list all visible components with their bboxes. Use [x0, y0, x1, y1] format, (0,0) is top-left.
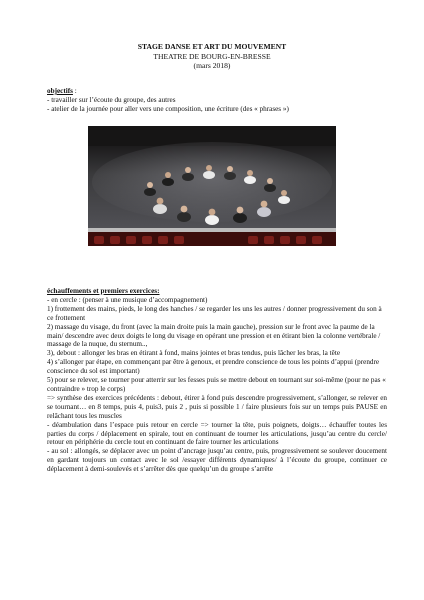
objectifs-title: objectifs [47, 87, 73, 95]
exercise-paragraph: - en cercle : (penser à une musique d’accompagnement) [47, 295, 208, 304]
document-header [0, 42, 424, 71]
exercise-paragraph: 2) massage du visage, du front (avec la main droite puis la main gauche), pression sur le front avec la paume de la main/ descendre avec deux doigts le long du visage en opérant une pression et en étirant bien la colonne vertébrale / massage de la nuque, du sternum.., [47, 322, 381, 349]
exercices-section [47, 287, 387, 474]
document-title: STAGE DANSE ET ART DU MOUVEMENT [137, 42, 287, 51]
workshop-photo [88, 126, 336, 246]
exercise-paragraph: - déambulation dans l’espace puis retour en cercle => tourner la tête, puis poignets, doigts… échauffer toutes les parties du corps / déplacement en spirale, tout en continuant de tourner les articulations, jusqu’au centre du cercle/ retour en périphérie du cercle tout en continuant de faire tourner les articulations [47, 420, 387, 447]
exercise-paragraph: 4) s’allonger par étape, en commençant par être à genoux, et prendre conscience de tous les points d’appui (prendre conscience du sol est important) [47, 358, 380, 376]
exercices-title: échauffements et premiers exercices: [47, 287, 160, 295]
objectifs-title-suffix: : [72, 87, 77, 95]
venue-line: THEATRE DE BOURG-EN-BRESSE [153, 51, 271, 61]
exercise-paragraph: 1) frottement des mains, pieds, le long des hanches / se regarder les uns les autres / donner progressivement du son à ce frottement [47, 304, 382, 322]
exercise-paragraph: 5) pour se relever, se tourner pour atterrir sur les fesses puis se mettre debout en tournant sur soi-même (pour ne pas « contraindre » trop le corps) [47, 376, 386, 393]
objectifs-heading [47, 87, 387, 96]
exercise-paragraph: 3), debout : allonger les bras en étirant à fond, mains jointes et bras tendus, puis lâcher les bras, la tête [47, 349, 341, 358]
objectif-item: - atelier de la journée pour aller vers une composition, une écriture (des « phrases ») [47, 104, 289, 113]
date-line: (mars 2018) [193, 61, 231, 71]
objectif-item: - travailler sur l’écoute du groupe, des autres [47, 95, 176, 104]
objectifs-section [47, 87, 387, 114]
stage-photo-illustration [88, 126, 336, 246]
exercise-paragraph: => synthèse des exercices précédents : debout, étirer à fond puis descendre progressivement, s’allonger, se relever en se tournant… en 8 temps, puis 4, puis3, puis 2 , puis si possible 1 / faire plusieurs fois sur un temps puis PAUSE en relâchant tous les muscles [47, 393, 387, 420]
exercise-paragraph: - au sol : allongés, se déplacer avec un point d’ancrage jusqu’au centre, puis, progressivement se soulever doucement en gardant toujours un contact avec le sol /essayer différents dynamiques/ à l’écoute du groupe, continuer ce déplacement à demi-soulevés et s’arrêter dès que quelqu’un du groupe s’arrête [47, 447, 387, 474]
